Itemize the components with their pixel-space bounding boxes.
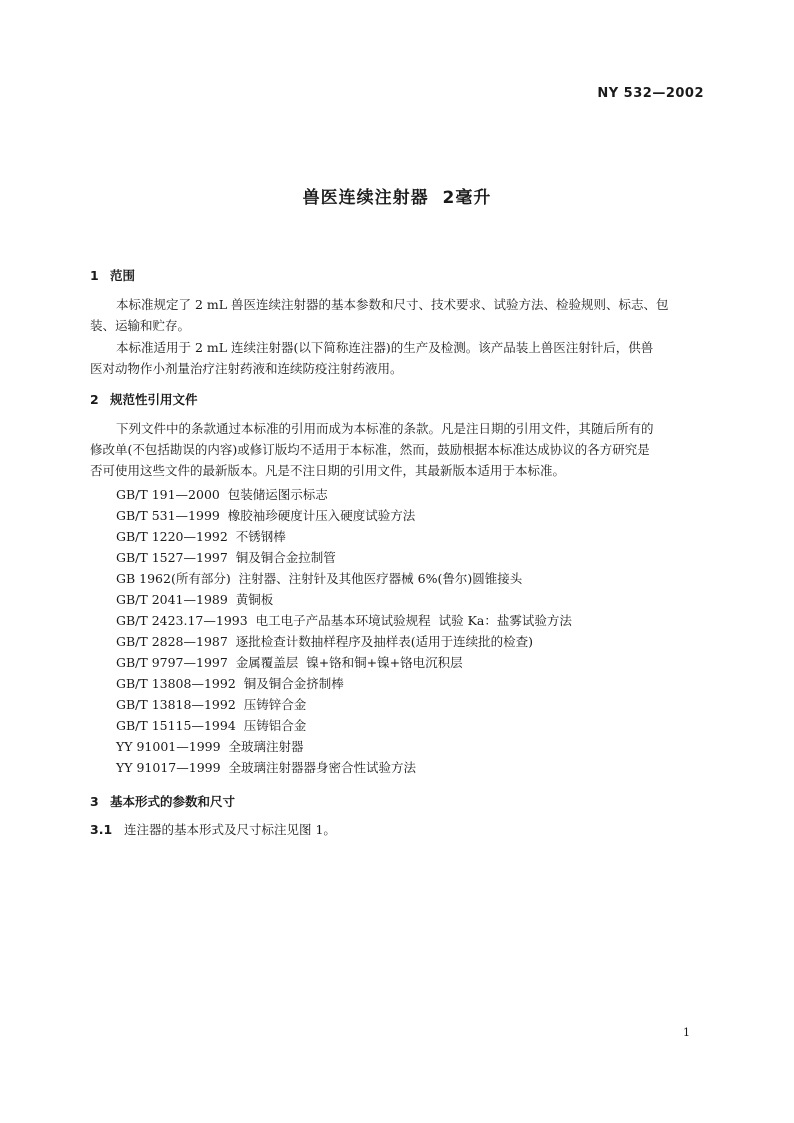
reference-item: GB/T 2423.17—1993 电工电子产品基本环境试验规程 试验 Ka：盐雾试验方法 — [116, 613, 572, 628]
reference-item: GB/T 13808—1992 铜及铜合金挤制棒 — [116, 676, 344, 691]
reference-item: GB/T 1220—1992 不锈钢棒 — [116, 529, 286, 544]
reference-item: GB/T 191—2000 包装储运图示标志 — [116, 487, 328, 502]
reference-item: GB/T 2828—1987 逐批检查计数抽样程序及抽样表(适用于连续批的检查) — [116, 634, 534, 649]
scope-paragraph-2 — [90, 337, 704, 379]
page-title: 兽医连续注射器 2毫升 — [302, 188, 492, 208]
standard-number: NY 532—2002 — [597, 86, 704, 101]
text-line: 本标准规定了 2 mL 兽医连续注射器的基本参数和尺寸、技术要求、试验方法、检验规则、标志、包 — [116, 297, 669, 312]
section-title: 范围 — [110, 268, 136, 283]
reference-item: GB 1962(所有部分) 注射器、注射针及其他医疗器械 6%(鲁尔)圆锥接头 — [116, 571, 523, 586]
text-line: 本标准适用于 2 mL 连续注射器(以下简称连注器)的生产及检测。该产品装上兽医注射针后，供兽 — [116, 340, 654, 355]
clause-3-1 — [90, 820, 336, 838]
section-number: 1 — [90, 268, 99, 283]
reference-item: GB/T 531—1999 橡胶袖珍硬度计压入硬度试验方法 — [116, 508, 416, 523]
reference-item: YY 91001—1999 全玻璃注射器 — [116, 739, 304, 754]
reference-item: GB/T 15115—1994 压铸铝合金 — [116, 718, 307, 733]
reference-item: GB/T 13818—1992 压铸锌合金 — [116, 697, 307, 712]
section-3-heading — [90, 792, 235, 810]
section-2-heading — [90, 390, 198, 408]
text-line: 下列文件中的条款通过本标准的引用而成为本标准的条款。凡是注日期的引用文件，其随后所有的 — [116, 421, 654, 436]
page-number: 1 — [683, 1026, 690, 1039]
text-line: 否可使用这些文件的最新版本。凡是不注日期的引用文件，其最新版本适用于本标准。 — [90, 463, 566, 478]
reference-list — [116, 484, 572, 778]
reference-item: YY 91017—1999 全玻璃注射器器身密合性试验方法 — [116, 760, 417, 775]
reference-item: GB/T 2041—1989 黄铜板 — [116, 592, 274, 607]
reference-item: GB/T 9797—1997 金属覆盖层 镍+铬和铜+镍+铬电沉积层 — [116, 655, 463, 670]
text-line: 装、运输和贮存。 — [90, 318, 191, 333]
section-number: 2 — [90, 392, 99, 407]
text-line: 修改单(不包括勘误的内容)或修订版均不适用于本标准，然而，鼓励根据本标准达成协议的各方研究是 — [90, 442, 650, 457]
section-number: 3 — [90, 794, 99, 809]
reference-item: GB/T 1527—1997 铜及铜合金拉制管 — [116, 550, 336, 565]
clause-number: 3.1 — [90, 822, 113, 837]
references-intro — [90, 418, 704, 481]
section-title: 规范性引用文件 — [110, 392, 198, 407]
section-1-heading — [90, 266, 135, 284]
clause-text: 连注器的基本形式及尺寸标注见图 1。 — [124, 822, 336, 837]
scope-paragraph-1 — [90, 294, 704, 336]
text-line: 医对动物作小剂量治疗注射药液和连续防疫注射药液用。 — [90, 361, 403, 376]
section-title: 基本形式的参数和尺寸 — [110, 794, 236, 809]
